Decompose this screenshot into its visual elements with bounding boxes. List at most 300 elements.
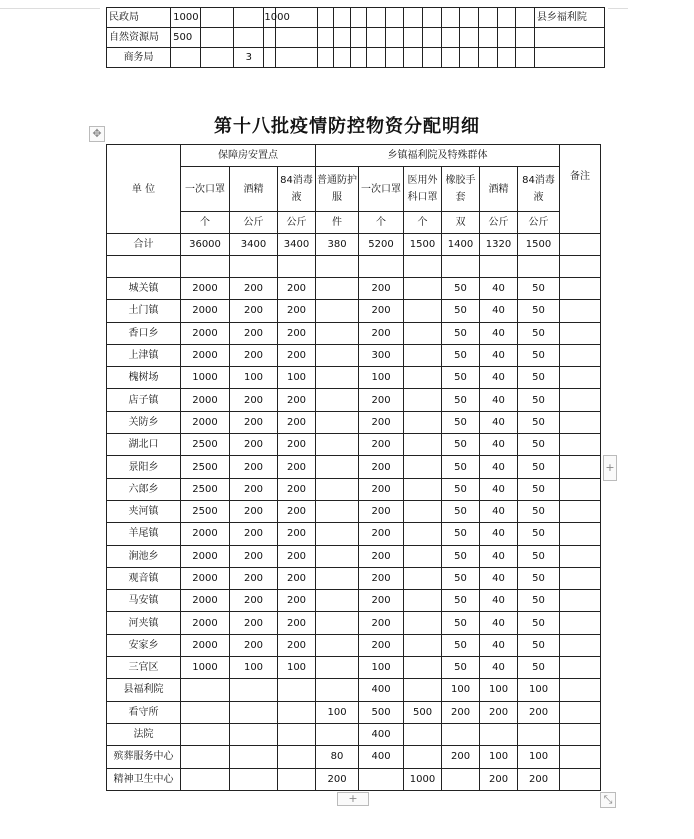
value-cell bbox=[181, 746, 230, 768]
value-cell: 40 bbox=[480, 367, 518, 389]
value-cell bbox=[278, 746, 316, 768]
value-cell: 200 bbox=[278, 500, 316, 522]
value-cell: 1000 bbox=[171, 8, 201, 28]
value-cell bbox=[385, 48, 404, 68]
value-cell: 2000 bbox=[181, 612, 230, 634]
value-cell bbox=[316, 300, 359, 322]
unit-cell: 县福利院 bbox=[107, 679, 181, 701]
value-cell bbox=[442, 768, 480, 790]
group-header-housing: 保障房安置点 bbox=[181, 145, 316, 167]
value-cell: 200 bbox=[278, 411, 316, 433]
value-cell bbox=[422, 8, 441, 28]
value-cell: 50 bbox=[442, 657, 480, 679]
item-header: 医用外科口罩 bbox=[404, 167, 442, 212]
value-cell: 40 bbox=[480, 434, 518, 456]
value-cell: 50 bbox=[518, 367, 560, 389]
value-cell: 200 bbox=[230, 523, 278, 545]
value-cell: 50 bbox=[442, 523, 480, 545]
value-cell: 200 bbox=[230, 434, 278, 456]
value-cell bbox=[404, 679, 442, 701]
value-cell: 200 bbox=[442, 701, 480, 723]
unit-header: 单 位 bbox=[107, 145, 181, 234]
value-cell bbox=[316, 612, 359, 634]
table-row bbox=[107, 411, 601, 433]
value-cell bbox=[350, 48, 366, 68]
value-cell: 50 bbox=[442, 344, 480, 366]
unit-cell: 关防乡 bbox=[107, 411, 181, 433]
plus-icon: + bbox=[605, 461, 615, 474]
value-cell: 40 bbox=[480, 411, 518, 433]
value-cell bbox=[278, 679, 316, 701]
value-cell: 500 bbox=[404, 701, 442, 723]
value-cell: 300 bbox=[359, 344, 404, 366]
page-top-line-right bbox=[608, 8, 628, 9]
value-cell bbox=[404, 545, 442, 567]
unit-cell: 马安镇 bbox=[107, 590, 181, 612]
value-cell bbox=[234, 8, 264, 28]
value-cell bbox=[316, 590, 359, 612]
item-header: 橡胶手套 bbox=[442, 167, 480, 212]
empty-cell bbox=[404, 256, 442, 278]
value-cell: 200 bbox=[359, 389, 404, 411]
unit-of-measure: 双 bbox=[442, 212, 480, 234]
blank-row bbox=[107, 256, 601, 278]
value-cell bbox=[318, 8, 334, 28]
value-cell: 40 bbox=[480, 278, 518, 300]
value-cell: 100 bbox=[480, 746, 518, 768]
remark-cell bbox=[560, 456, 601, 478]
value-cell bbox=[316, 434, 359, 456]
value-cell bbox=[359, 768, 404, 790]
value-cell: 200 bbox=[278, 523, 316, 545]
value-cell bbox=[366, 28, 385, 48]
table-row bbox=[107, 567, 601, 589]
total-cell: 3400 bbox=[230, 234, 278, 256]
value-cell: 50 bbox=[518, 322, 560, 344]
value-cell bbox=[278, 768, 316, 790]
value-cell: 200 bbox=[230, 634, 278, 656]
previous-table bbox=[106, 7, 605, 68]
value-cell: 50 bbox=[518, 389, 560, 411]
value-cell: 50 bbox=[518, 411, 560, 433]
value-cell bbox=[441, 28, 460, 48]
value-cell bbox=[518, 723, 560, 745]
value-cell: 40 bbox=[480, 322, 518, 344]
item-header: 一次口罩 bbox=[181, 167, 230, 212]
unit-cell: 自然资源局 bbox=[107, 28, 171, 48]
total-row bbox=[107, 234, 601, 256]
value-cell bbox=[181, 768, 230, 790]
value-cell: 200 bbox=[518, 768, 560, 790]
remark-cell bbox=[560, 278, 601, 300]
value-cell: 2000 bbox=[181, 590, 230, 612]
value-cell: 40 bbox=[480, 344, 518, 366]
value-cell: 50 bbox=[442, 612, 480, 634]
value-cell: 50 bbox=[518, 434, 560, 456]
value-cell bbox=[230, 679, 278, 701]
value-cell bbox=[497, 8, 516, 28]
value-cell: 50 bbox=[518, 300, 560, 322]
table-row bbox=[107, 367, 601, 389]
unit-of-measure: 个 bbox=[404, 212, 442, 234]
unit-cell: 景阳乡 bbox=[107, 456, 181, 478]
value-cell bbox=[201, 8, 234, 28]
table-row bbox=[107, 590, 601, 612]
value-cell: 200 bbox=[230, 456, 278, 478]
table-row bbox=[107, 344, 601, 366]
value-cell bbox=[404, 478, 442, 500]
value-cell bbox=[422, 48, 441, 68]
value-cell: 200 bbox=[518, 701, 560, 723]
value-cell: 40 bbox=[480, 545, 518, 567]
value-cell bbox=[230, 768, 278, 790]
unit-of-measure: 公斤 bbox=[230, 212, 278, 234]
value-cell: 200 bbox=[359, 434, 404, 456]
unit-cell: 河夹镇 bbox=[107, 612, 181, 634]
value-cell bbox=[316, 634, 359, 656]
value-cell bbox=[404, 322, 442, 344]
item-header: 普通防护服 bbox=[316, 167, 359, 212]
value-cell bbox=[276, 48, 318, 68]
value-cell: 200 bbox=[359, 322, 404, 344]
empty-cell bbox=[316, 256, 359, 278]
value-cell: 50 bbox=[442, 456, 480, 478]
value-cell: 1000 bbox=[264, 8, 276, 28]
allocation-table bbox=[106, 144, 601, 791]
total-cell: 1400 bbox=[442, 234, 480, 256]
remark-cell bbox=[560, 634, 601, 656]
value-cell: 2500 bbox=[181, 500, 230, 522]
value-cell: 50 bbox=[442, 300, 480, 322]
value-cell: 200 bbox=[359, 567, 404, 589]
value-cell: 200 bbox=[278, 612, 316, 634]
value-cell bbox=[385, 28, 404, 48]
page-title: 第十八批疫情防控物资分配明细 bbox=[214, 116, 480, 137]
value-cell: 100 bbox=[359, 367, 404, 389]
value-cell bbox=[478, 8, 497, 28]
value-cell bbox=[497, 28, 516, 48]
value-cell: 50 bbox=[442, 567, 480, 589]
value-cell bbox=[230, 746, 278, 768]
value-cell: 40 bbox=[480, 612, 518, 634]
value-cell bbox=[404, 48, 423, 68]
remark-cell bbox=[560, 389, 601, 411]
value-cell bbox=[334, 48, 350, 68]
value-cell: 100 bbox=[230, 367, 278, 389]
table-row bbox=[107, 48, 605, 68]
remark-cell bbox=[560, 300, 601, 322]
value-cell bbox=[318, 28, 334, 48]
value-cell bbox=[201, 48, 234, 68]
unit-cell: 上津镇 bbox=[107, 344, 181, 366]
value-cell: 400 bbox=[359, 746, 404, 768]
value-cell: 40 bbox=[480, 657, 518, 679]
value-cell: 200 bbox=[278, 322, 316, 344]
value-cell: 200 bbox=[278, 478, 316, 500]
remark-cell bbox=[560, 344, 601, 366]
total-cell: 3400 bbox=[278, 234, 316, 256]
value-cell: 200 bbox=[230, 322, 278, 344]
table-row bbox=[107, 500, 601, 522]
value-cell bbox=[516, 28, 535, 48]
remark-cell bbox=[560, 523, 601, 545]
value-cell: 2500 bbox=[181, 456, 230, 478]
value-cell: 40 bbox=[480, 478, 518, 500]
value-cell bbox=[404, 657, 442, 679]
value-cell bbox=[181, 701, 230, 723]
plus-icon: + bbox=[348, 792, 358, 805]
unit-cell: 看守所 bbox=[107, 701, 181, 723]
value-cell: 200 bbox=[359, 478, 404, 500]
value-cell bbox=[334, 28, 350, 48]
value-cell bbox=[480, 723, 518, 745]
value-cell: 200 bbox=[278, 567, 316, 589]
value-cell: 50 bbox=[518, 278, 560, 300]
value-cell: 2000 bbox=[181, 389, 230, 411]
remark-cell bbox=[560, 768, 601, 790]
table-row bbox=[107, 723, 601, 745]
value-cell: 50 bbox=[442, 411, 480, 433]
remark-cell bbox=[560, 567, 601, 589]
unit-cell: 槐树场 bbox=[107, 367, 181, 389]
add-row-button[interactable] bbox=[337, 792, 369, 806]
value-cell: 100 bbox=[230, 657, 278, 679]
value-cell: 200 bbox=[359, 545, 404, 567]
value-cell bbox=[278, 701, 316, 723]
table-resize-handle[interactable] bbox=[600, 792, 616, 808]
total-cell: 1320 bbox=[480, 234, 518, 256]
unit-cell: 殡葬服务中心 bbox=[107, 746, 181, 768]
value-cell: 200 bbox=[230, 344, 278, 366]
empty-cell bbox=[560, 256, 601, 278]
item-header: 酒精 bbox=[230, 167, 278, 212]
value-cell bbox=[404, 411, 442, 433]
unit-cell: 民政局 bbox=[107, 8, 171, 28]
value-cell: 2000 bbox=[181, 300, 230, 322]
value-cell bbox=[478, 48, 497, 68]
unit-cell: 法院 bbox=[107, 723, 181, 745]
value-cell: 2000 bbox=[181, 322, 230, 344]
value-cell bbox=[516, 8, 535, 28]
table-row bbox=[107, 28, 605, 48]
remark-cell bbox=[560, 679, 601, 701]
remark-cell bbox=[560, 701, 601, 723]
value-cell bbox=[350, 28, 366, 48]
total-cell: 5200 bbox=[359, 234, 404, 256]
value-cell bbox=[316, 500, 359, 522]
value-cell: 200 bbox=[278, 300, 316, 322]
unit-cell: 店子镇 bbox=[107, 389, 181, 411]
value-cell: 100 bbox=[316, 701, 359, 723]
value-cell bbox=[264, 28, 276, 48]
value-cell: 200 bbox=[278, 434, 316, 456]
value-cell bbox=[316, 322, 359, 344]
group-header-welfare: 乡镇福利院及特殊群体 bbox=[316, 145, 560, 167]
page-top-line bbox=[0, 8, 100, 9]
resize-icon: ⤡ bbox=[603, 793, 613, 806]
value-cell: 200 bbox=[230, 389, 278, 411]
value-cell bbox=[422, 28, 441, 48]
value-cell: 200 bbox=[359, 300, 404, 322]
unit-cell: 精神卫生中心 bbox=[107, 768, 181, 790]
value-cell bbox=[404, 567, 442, 589]
value-cell bbox=[316, 367, 359, 389]
value-cell: 50 bbox=[518, 567, 560, 589]
value-cell: 200 bbox=[278, 590, 316, 612]
value-cell: 200 bbox=[442, 746, 480, 768]
value-cell: 200 bbox=[359, 500, 404, 522]
empty-cell bbox=[107, 256, 181, 278]
total-cell: 380 bbox=[316, 234, 359, 256]
value-cell bbox=[404, 634, 442, 656]
value-cell bbox=[442, 723, 480, 745]
value-cell bbox=[404, 590, 442, 612]
unit-of-measure: 个 bbox=[359, 212, 404, 234]
remark-cell bbox=[560, 657, 601, 679]
table-row bbox=[107, 389, 601, 411]
value-cell bbox=[404, 367, 442, 389]
table-row bbox=[107, 746, 601, 768]
table-row bbox=[107, 768, 601, 790]
value-cell: 200 bbox=[278, 634, 316, 656]
value-cell: 1000 bbox=[181, 657, 230, 679]
remark-header: 备注 bbox=[560, 145, 601, 234]
unit-cell: 夹河镇 bbox=[107, 500, 181, 522]
value-cell: 40 bbox=[480, 300, 518, 322]
unit-cell: 安家乡 bbox=[107, 634, 181, 656]
value-cell: 50 bbox=[442, 545, 480, 567]
table-row bbox=[107, 634, 601, 656]
item-header: 一次口罩 bbox=[359, 167, 404, 212]
value-cell bbox=[316, 567, 359, 589]
value-cell bbox=[516, 48, 535, 68]
value-cell: 2000 bbox=[181, 634, 230, 656]
value-cell: 40 bbox=[480, 456, 518, 478]
value-cell: 200 bbox=[230, 300, 278, 322]
remark-cell bbox=[560, 434, 601, 456]
value-cell: 50 bbox=[442, 278, 480, 300]
remark-cell bbox=[560, 723, 601, 745]
value-cell bbox=[460, 8, 479, 28]
value-cell bbox=[316, 389, 359, 411]
value-cell: 40 bbox=[480, 634, 518, 656]
remark-cell bbox=[560, 545, 601, 567]
value-cell bbox=[404, 278, 442, 300]
value-cell: 200 bbox=[230, 278, 278, 300]
table-row bbox=[107, 657, 601, 679]
unit-cell: 涧池乡 bbox=[107, 545, 181, 567]
value-cell: 2000 bbox=[181, 411, 230, 433]
value-cell: 400 bbox=[359, 723, 404, 745]
value-cell bbox=[316, 478, 359, 500]
value-cell: 200 bbox=[359, 278, 404, 300]
value-cell bbox=[404, 523, 442, 545]
unit-of-measure: 个 bbox=[181, 212, 230, 234]
value-cell bbox=[366, 48, 385, 68]
value-cell: 200 bbox=[359, 612, 404, 634]
value-cell bbox=[350, 8, 366, 28]
value-cell: 1000 bbox=[404, 768, 442, 790]
item-header: 酒精 bbox=[480, 167, 518, 212]
value-cell: 50 bbox=[518, 634, 560, 656]
value-cell: 100 bbox=[518, 679, 560, 701]
table-row bbox=[107, 456, 601, 478]
item-header: 84消毒液 bbox=[518, 167, 560, 212]
value-cell bbox=[181, 723, 230, 745]
remark-cell bbox=[534, 48, 604, 68]
value-cell: 200 bbox=[278, 278, 316, 300]
value-cell: 2000 bbox=[181, 545, 230, 567]
value-cell: 200 bbox=[359, 411, 404, 433]
value-cell: 500 bbox=[171, 28, 201, 48]
value-cell: 2500 bbox=[181, 434, 230, 456]
add-column-button[interactable] bbox=[603, 455, 617, 481]
value-cell: 50 bbox=[518, 500, 560, 522]
table-row bbox=[107, 300, 601, 322]
remark-cell bbox=[560, 234, 601, 256]
value-cell: 100 bbox=[278, 657, 316, 679]
value-cell: 100 bbox=[278, 367, 316, 389]
value-cell: 50 bbox=[518, 523, 560, 545]
value-cell: 100 bbox=[480, 679, 518, 701]
value-cell bbox=[404, 456, 442, 478]
total-label: 合计 bbox=[107, 234, 181, 256]
table-row bbox=[107, 612, 601, 634]
value-cell: 50 bbox=[518, 590, 560, 612]
value-cell bbox=[181, 679, 230, 701]
table-row bbox=[107, 545, 601, 567]
value-cell bbox=[441, 48, 460, 68]
value-cell: 2000 bbox=[181, 567, 230, 589]
value-cell: 200 bbox=[230, 567, 278, 589]
value-cell: 50 bbox=[442, 500, 480, 522]
value-cell bbox=[441, 8, 460, 28]
empty-cell bbox=[518, 256, 560, 278]
unit-of-measure: 公斤 bbox=[518, 212, 560, 234]
unit-cell: 湖北口 bbox=[107, 434, 181, 456]
value-cell: 2000 bbox=[181, 344, 230, 366]
value-cell: 200 bbox=[278, 344, 316, 366]
empty-cell bbox=[480, 256, 518, 278]
value-cell bbox=[404, 612, 442, 634]
value-cell: 200 bbox=[230, 612, 278, 634]
value-cell: 40 bbox=[480, 567, 518, 589]
value-cell bbox=[404, 500, 442, 522]
empty-cell bbox=[230, 256, 278, 278]
value-cell: 50 bbox=[518, 612, 560, 634]
unit-cell: 观音镇 bbox=[107, 567, 181, 589]
value-cell: 2000 bbox=[181, 523, 230, 545]
table-move-handle[interactable] bbox=[89, 126, 105, 142]
value-cell bbox=[276, 28, 318, 48]
move-icon: ✥ bbox=[92, 127, 102, 140]
value-cell: 200 bbox=[230, 545, 278, 567]
value-cell bbox=[404, 28, 423, 48]
unit-of-measure: 件 bbox=[316, 212, 359, 234]
value-cell bbox=[234, 28, 264, 48]
value-cell: 200 bbox=[278, 545, 316, 567]
value-cell: 200 bbox=[230, 500, 278, 522]
value-cell: 50 bbox=[442, 367, 480, 389]
unit-cell: 土门镇 bbox=[107, 300, 181, 322]
value-cell: 200 bbox=[359, 523, 404, 545]
table-row bbox=[107, 478, 601, 500]
value-cell: 50 bbox=[442, 389, 480, 411]
empty-cell bbox=[442, 256, 480, 278]
value-cell: 80 bbox=[316, 746, 359, 768]
value-cell: 200 bbox=[480, 701, 518, 723]
remark-cell bbox=[560, 500, 601, 522]
